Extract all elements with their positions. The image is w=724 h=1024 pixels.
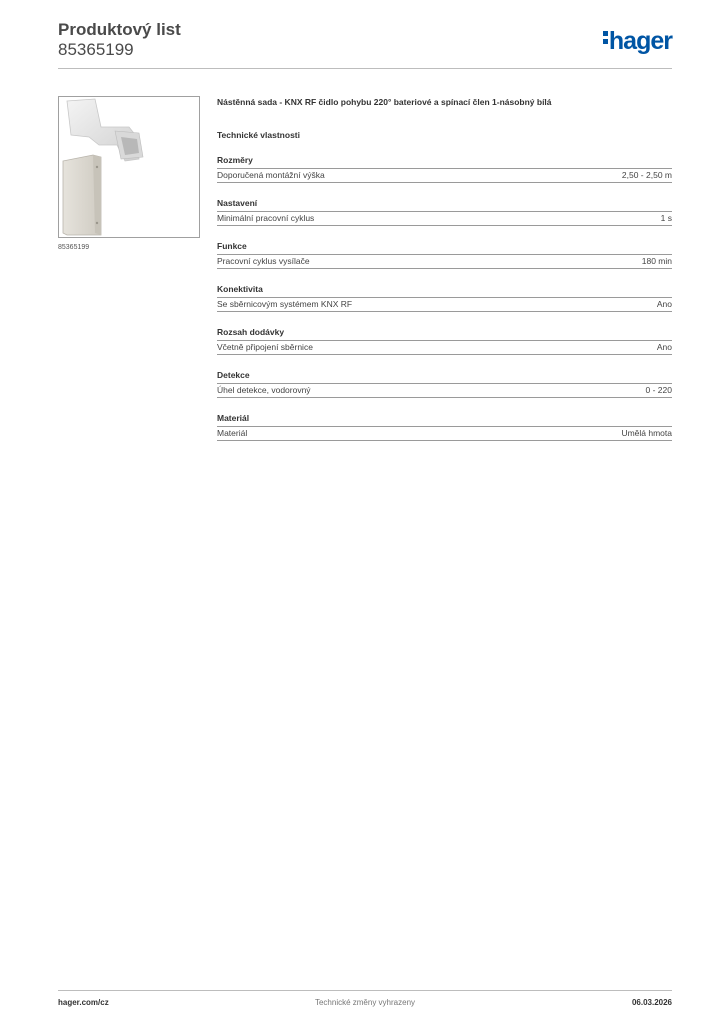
spec-group xyxy=(217,327,672,355)
spec-group-title: Detekce xyxy=(217,370,672,384)
section-title: Technické vlastnosti xyxy=(217,130,300,140)
logo-dots-icon xyxy=(603,31,608,47)
spec-value: 2,50 - 2,50 m xyxy=(621,170,672,180)
image-caption: 85365199 xyxy=(58,244,90,251)
spec-row xyxy=(217,341,672,355)
footer-notice: Technické změny vyhrazeny xyxy=(314,998,416,1007)
logo-text: hager xyxy=(608,27,672,55)
spec-group xyxy=(217,284,672,312)
spec-label: Úhel detekce, vodorovný xyxy=(217,385,311,395)
product-details xyxy=(217,96,672,441)
website-link[interactable]: hager.com/cz xyxy=(58,998,109,1007)
page-header xyxy=(58,20,672,60)
spec-group-title: Materiál xyxy=(217,413,672,427)
spec-value: 180 min xyxy=(641,256,672,266)
spec-value: Umělá hmota xyxy=(621,428,672,438)
spec-group xyxy=(217,198,672,226)
spec-label: Minimální pracovní cyklus xyxy=(217,213,315,223)
page-title: Produktový list xyxy=(58,20,181,39)
spec-label: Včetně připojení sběrnice xyxy=(217,342,313,352)
hager-logo xyxy=(603,28,672,54)
header-divider xyxy=(58,68,672,69)
product-number: 85365199 xyxy=(58,40,134,59)
spec-label: Pracovní cyklus vysílače xyxy=(217,256,310,266)
footer-divider xyxy=(58,990,672,991)
spec-value: Ano xyxy=(656,299,672,309)
spec-group-title: Konektivita xyxy=(217,284,672,298)
spec-group xyxy=(217,155,672,183)
spec-group xyxy=(217,370,672,398)
spec-group-title: Rozsah dodávky xyxy=(217,327,672,341)
footer-date: 06.03.2026 xyxy=(631,998,672,1007)
product-name: Nástěnná sada - KNX RF čidlo pohybu 220° bateriové a spínací člen 1-násobný bílá xyxy=(217,97,552,107)
spec-group xyxy=(217,413,672,441)
spec-row xyxy=(217,298,672,312)
spec-group xyxy=(217,241,672,269)
spec-value: 1 s xyxy=(660,213,672,223)
spec-label: Materiál xyxy=(217,428,248,438)
spec-row xyxy=(217,169,672,183)
spec-row xyxy=(217,384,672,398)
product-photo-icon xyxy=(59,97,199,237)
spec-value: Ano xyxy=(656,342,672,352)
product-image xyxy=(58,96,200,238)
spec-value: 0 - 220 xyxy=(645,385,672,395)
spec-row xyxy=(217,255,672,269)
spec-label: Doporučená montážní výška xyxy=(217,170,325,180)
spec-label: Se sběrnicovým systémem KNX RF xyxy=(217,299,353,309)
spec-group-title: Funkce xyxy=(217,241,672,255)
spec-row xyxy=(217,427,672,441)
spec-group-title: Rozměry xyxy=(217,155,672,169)
spec-row xyxy=(217,212,672,226)
spec-group-title: Nastavení xyxy=(217,198,672,212)
